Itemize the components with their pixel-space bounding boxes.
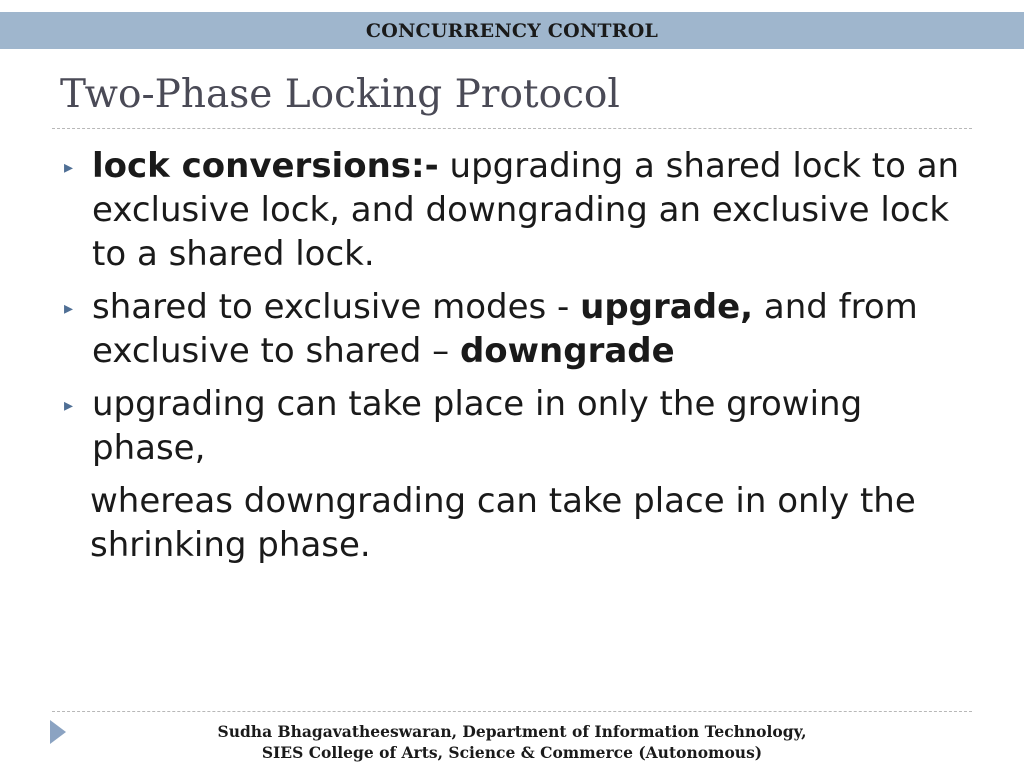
footer-divider xyxy=(52,711,972,712)
bullet-bold-term: lock conversions:- xyxy=(92,146,439,186)
continuation-paragraph: whereas downgrading can take place in only the shrinking phase. xyxy=(90,481,916,565)
bullet-text: upgrading can take place in only the growing phase, xyxy=(92,384,863,468)
footer-credits xyxy=(0,721,1024,763)
title-divider xyxy=(52,128,972,129)
header-band-title: CONCURRENCY CONTROL xyxy=(365,19,659,42)
bullet-item-lock-conversions xyxy=(60,144,970,276)
bullet-arrow-icon: ▸ xyxy=(64,157,74,178)
bullet-arrow-icon: ▸ xyxy=(64,395,74,416)
bullet-bold-downgrade: downgrade xyxy=(459,331,675,371)
bullet-text: and from exclusive to shared – xyxy=(92,287,918,371)
header-band xyxy=(0,12,1024,49)
footer-line-1: Sudha Bhagavatheeswaran, Department of Information Technology, xyxy=(217,722,807,741)
slide-title: Two-Phase Locking Protocol xyxy=(60,72,620,117)
bullet-item-modes xyxy=(60,285,970,373)
bullet-item-upgrading xyxy=(60,382,970,470)
footer-line-2: SIES College of Arts, Science & Commerce (Autonomous) xyxy=(261,743,763,762)
bullet-text: upgrading a shared lock to an exclusive lock, and downgrading an exclusive lock to a shared lock. xyxy=(92,146,960,274)
bullet-arrow-icon: ▸ xyxy=(64,298,74,319)
bullet-bold-upgrade: upgrade, xyxy=(580,287,754,327)
bullet-text: shared to exclusive modes - xyxy=(92,287,581,327)
slide-content xyxy=(60,144,970,567)
